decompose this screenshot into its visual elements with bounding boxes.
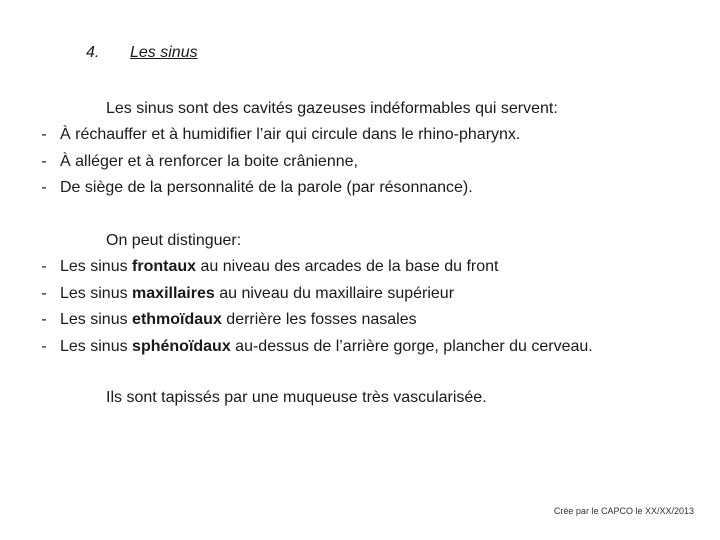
sinus-prefix: Les sinus	[60, 258, 133, 275]
section-heading	[86, 44, 198, 62]
sinus-suffix: au niveau des arcades de la base du front	[196, 258, 499, 275]
section-number: 4.	[86, 44, 100, 61]
sinus-name: frontaux	[132, 258, 197, 275]
sinus-suffix: derrière les fosses nasales	[221, 311, 417, 328]
footer-credit: Crée par le CAPCO le XX/XX/2013	[553, 506, 694, 516]
list-dash: -	[41, 179, 47, 196]
sinus-prefix: Les sinus	[60, 311, 133, 328]
sinus-name: sphénoïdaux	[132, 337, 231, 355]
section-title: Les sinus	[130, 44, 198, 61]
list-item	[28, 122, 520, 149]
list-item	[28, 175, 520, 202]
intro-paragraph: Les sinus sont des cavités gazeuses indéformables qui servent:	[106, 100, 558, 117]
sinus-prefix: Les sinus	[60, 284, 133, 302]
sinus-type-text	[60, 307, 417, 334]
sinus-name: ethmoïdaux	[132, 311, 222, 328]
conclusion-paragraph: Ils sont tapissés par une muqueuse très vascularisée.	[106, 389, 487, 406]
sinus-suffix: au niveau du maxillaire supérieur	[214, 284, 455, 302]
sinus-type-text	[60, 334, 593, 361]
sinus-name: maxillaires	[132, 284, 215, 302]
function-text: À réchauffer et à humidifier l’air qui circule dans le rhino-pharynx.	[60, 126, 521, 143]
function-text: De siège de la personnalité de la parole (par résonnance).	[60, 179, 473, 196]
distinguish-intro: On peut distinguer:	[106, 232, 242, 249]
sinus-type-text	[60, 254, 498, 281]
list-dash: -	[41, 284, 47, 302]
sinus-types-list	[28, 254, 593, 360]
functions-list	[28, 122, 520, 202]
sinus-type-text	[60, 281, 454, 308]
function-text: À alléger et à renforcer la boite crânienne,	[60, 152, 358, 170]
sinus-suffix: au-dessus de l’arrière gorge, plancher du cerveau.	[230, 337, 593, 355]
list-dash: -	[41, 258, 47, 275]
list-item	[28, 254, 593, 281]
list-item	[28, 281, 593, 308]
list-dash: -	[41, 337, 47, 355]
list-dash: -	[41, 311, 47, 328]
list-item	[28, 149, 520, 176]
list-item	[28, 307, 593, 334]
list-dash: -	[41, 126, 47, 143]
list-dash: -	[41, 152, 47, 170]
list-item	[28, 334, 593, 361]
sinus-prefix: Les sinus	[60, 337, 133, 355]
